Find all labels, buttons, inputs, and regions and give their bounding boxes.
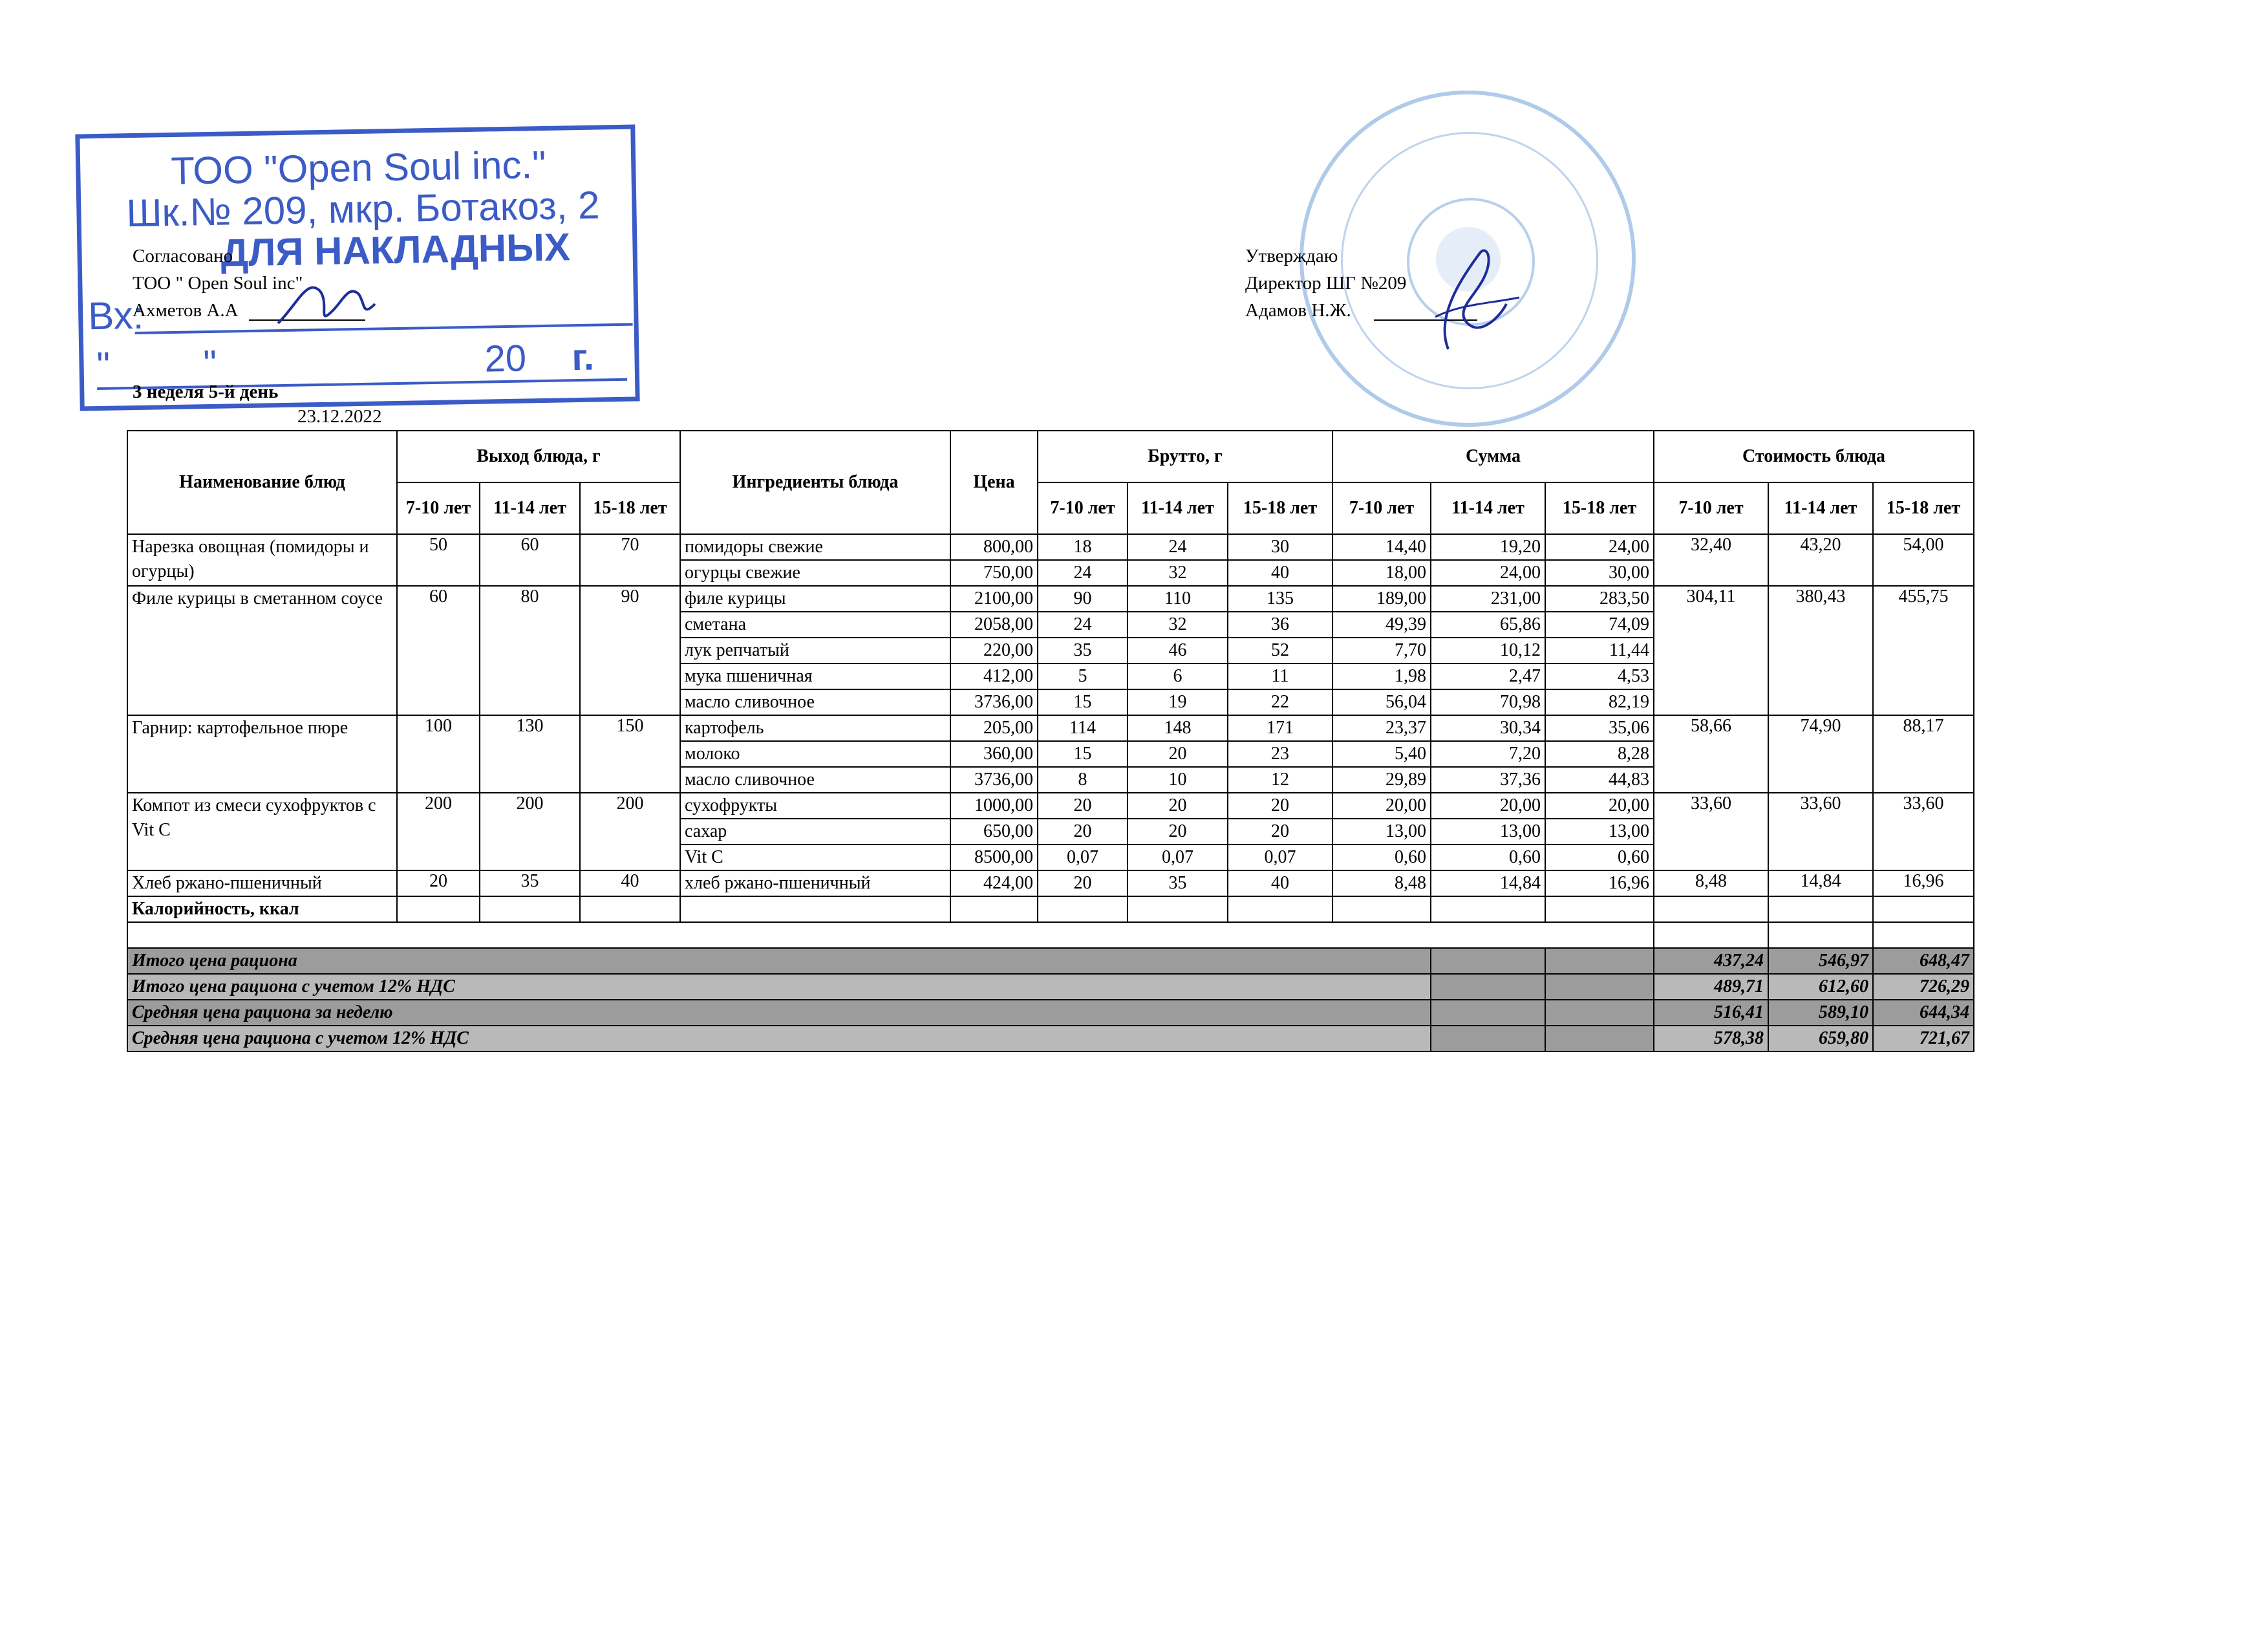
- sum-cell: 20,00: [1332, 793, 1431, 819]
- agreed-signature-icon: [272, 265, 381, 336]
- sum-cell: 74,09: [1545, 612, 1654, 638]
- total-label: Итого цена рациона: [127, 948, 1431, 974]
- yield-cell: 60: [397, 586, 480, 715]
- total-value: 546,97: [1768, 948, 1873, 974]
- header-age: 15-18 лет: [1545, 482, 1654, 534]
- sum-cell: 0,60: [1545, 845, 1654, 870]
- price-cell: 360,00: [950, 741, 1038, 767]
- yield-cell: 90: [580, 586, 680, 715]
- yield-cell: 150: [580, 715, 680, 793]
- header-age: 11-14 лет: [1431, 482, 1545, 534]
- stamp-line-incoming: Вх:: [87, 293, 144, 338]
- total-value: 612,60: [1768, 974, 1873, 1000]
- header-price: Цена: [950, 431, 1038, 534]
- spacer-cell: [127, 922, 1654, 948]
- total-value: 726,29: [1873, 974, 1974, 1000]
- cost-cell: 33,60: [1768, 793, 1873, 870]
- cost-cell: 58,66: [1654, 715, 1768, 793]
- price-cell: 750,00: [950, 560, 1038, 586]
- total-value: 644,34: [1873, 1000, 1974, 1026]
- yield-cell: 200: [480, 793, 580, 870]
- total-row: [127, 1026, 1974, 1051]
- price-cell: 8500,00: [950, 845, 1038, 870]
- ingredient-cell: масло сливочное: [680, 689, 950, 715]
- gross-cell: 5: [1038, 663, 1128, 689]
- gross-cell: 52: [1228, 638, 1332, 663]
- header-age: 7-10 лет: [1654, 482, 1768, 534]
- header-gross: Брутто, г: [1038, 431, 1332, 482]
- stamp-line-company: ТОО "Open Soul inc.": [170, 142, 546, 193]
- gross-cell: 46: [1128, 638, 1228, 663]
- sum-cell: 30,00: [1545, 560, 1654, 586]
- total-row: [127, 1000, 1974, 1026]
- price-cell: 424,00: [950, 870, 1038, 896]
- gross-cell: 24: [1038, 560, 1128, 586]
- sum-cell: 13,00: [1431, 819, 1545, 845]
- empty-cell: [480, 896, 580, 922]
- price-cell: 2100,00: [950, 586, 1038, 612]
- gross-cell: 135: [1228, 586, 1332, 612]
- sum-cell: 70,98: [1431, 689, 1545, 715]
- table-row: [127, 586, 1974, 612]
- cost-cell: 455,75: [1873, 586, 1974, 715]
- cost-cell: 380,43: [1768, 586, 1873, 715]
- sum-cell: 14,40: [1332, 534, 1431, 560]
- stamp-line-purpose: ДЛЯ НАКЛАДНЫХ: [220, 225, 571, 275]
- sum-cell: 8,28: [1545, 741, 1654, 767]
- sum-cell: 13,00: [1545, 819, 1654, 845]
- sum-cell: 0,60: [1332, 845, 1431, 870]
- yield-cell: 100: [397, 715, 480, 793]
- price-cell: 205,00: [950, 715, 1038, 741]
- table-row: [127, 870, 1974, 896]
- yield-cell: 20: [397, 870, 480, 896]
- table-row: [127, 793, 1974, 819]
- approver-signature-icon: [1409, 239, 1526, 356]
- cost-cell: 54,00: [1873, 534, 1974, 586]
- gross-cell: 20: [1038, 870, 1128, 896]
- gross-cell: 36: [1228, 612, 1332, 638]
- sum-cell: 56,04: [1332, 689, 1431, 715]
- total-blank: [1431, 974, 1545, 1000]
- gross-cell: 20: [1128, 819, 1228, 845]
- total-blank: [1545, 1000, 1654, 1026]
- sum-cell: 2,47: [1431, 663, 1545, 689]
- yield-cell: 60: [480, 534, 580, 586]
- gross-cell: 32: [1128, 560, 1228, 586]
- table-row: [127, 715, 1974, 741]
- gross-cell: 11: [1228, 663, 1332, 689]
- empty-cell: [1431, 896, 1545, 922]
- total-blank: [1545, 948, 1654, 974]
- gross-cell: 19: [1128, 689, 1228, 715]
- dish-name-cell: Компот из смеси сухофруктов с Vit C: [127, 793, 397, 870]
- gross-cell: 24: [1128, 534, 1228, 560]
- dish-name-cell: Гарнир: картофельное пюре: [127, 715, 397, 793]
- yield-cell: 50: [397, 534, 480, 586]
- menu-body: [127, 534, 1974, 1051]
- gross-cell: 35: [1128, 870, 1228, 896]
- gross-cell: 171: [1228, 715, 1332, 741]
- total-value: 648,47: [1873, 948, 1974, 974]
- empty-cell: [397, 896, 480, 922]
- ingredient-cell: картофель: [680, 715, 950, 741]
- ingredient-cell: мука пшеничная: [680, 663, 950, 689]
- stamp-line-address: Шк.№ 209, мкр. Ботакоз, 2: [125, 183, 600, 235]
- gross-cell: 10: [1128, 767, 1228, 793]
- sum-cell: 8,48: [1332, 870, 1431, 896]
- empty-cell: [1228, 896, 1332, 922]
- sum-cell: 29,89: [1332, 767, 1431, 793]
- sum-cell: 30,34: [1431, 715, 1545, 741]
- gross-cell: 40: [1228, 560, 1332, 586]
- header-age: 11-14 лет: [480, 482, 580, 534]
- sum-cell: 11,44: [1545, 638, 1654, 663]
- sum-cell: 44,83: [1545, 767, 1654, 793]
- gross-cell: 0,07: [1228, 845, 1332, 870]
- gross-cell: 20: [1038, 793, 1128, 819]
- spacer-row: [127, 922, 1974, 948]
- stamp-quote-open: ": [96, 344, 111, 387]
- gross-cell: 15: [1038, 741, 1128, 767]
- gross-cell: 24: [1038, 612, 1128, 638]
- header-age: 7-10 лет: [1332, 482, 1431, 534]
- yield-cell: 35: [480, 870, 580, 896]
- price-cell: 3736,00: [950, 767, 1038, 793]
- cost-cell: 304,11: [1654, 586, 1768, 715]
- gross-cell: 148: [1128, 715, 1228, 741]
- cost-cell: 88,17: [1873, 715, 1974, 793]
- total-row: [127, 974, 1974, 1000]
- gross-cell: 110: [1128, 586, 1228, 612]
- empty-cell: [1873, 896, 1974, 922]
- ingredient-cell: филе курицы: [680, 586, 950, 612]
- sum-cell: 0,60: [1431, 845, 1545, 870]
- ingredient-cell: молоко: [680, 741, 950, 767]
- empty-cell: [680, 896, 950, 922]
- gross-cell: 22: [1228, 689, 1332, 715]
- gross-cell: 114: [1038, 715, 1128, 741]
- cost-cell: 16,96: [1873, 870, 1974, 896]
- approve-label: Утверждаю: [1245, 246, 1338, 266]
- gross-cell: 8: [1038, 767, 1128, 793]
- sum-cell: 5,40: [1332, 741, 1431, 767]
- header-dish-name: Наименование блюд: [127, 431, 397, 534]
- empty-cell: [1768, 896, 1873, 922]
- empty-cell: [1038, 896, 1128, 922]
- total-value: 589,10: [1768, 1000, 1873, 1026]
- sum-cell: 24,00: [1431, 560, 1545, 586]
- sum-cell: 35,06: [1545, 715, 1654, 741]
- empty-cell: [950, 896, 1038, 922]
- menu-table: [127, 430, 1974, 1052]
- total-value: 721,67: [1873, 1026, 1974, 1051]
- total-value: 489,71: [1654, 974, 1768, 1000]
- sum-cell: 231,00: [1431, 586, 1545, 612]
- price-cell: 800,00: [950, 534, 1038, 560]
- sum-cell: 24,00: [1545, 534, 1654, 560]
- gross-cell: 32: [1128, 612, 1228, 638]
- ingredient-cell: сахар: [680, 819, 950, 845]
- gross-cell: 0,07: [1128, 845, 1228, 870]
- gross-cell: 20: [1228, 793, 1332, 819]
- sum-cell: 37,36: [1431, 767, 1545, 793]
- gross-cell: 35: [1038, 638, 1128, 663]
- header-yield: Выход блюда, г: [397, 431, 680, 482]
- sum-cell: 283,50: [1545, 586, 1654, 612]
- total-value: 437,24: [1654, 948, 1768, 974]
- table-row: [127, 534, 1974, 560]
- total-blank: [1431, 1000, 1545, 1026]
- header-sum: Сумма: [1332, 431, 1654, 482]
- total-row: [127, 948, 1974, 974]
- cost-cell: 33,60: [1873, 793, 1974, 870]
- gross-cell: 40: [1228, 870, 1332, 896]
- cost-cell: 8,48: [1654, 870, 1768, 896]
- total-label: Итого цена рациона с учетом 12% НДС: [127, 974, 1431, 1000]
- sum-cell: 13,00: [1332, 819, 1431, 845]
- empty-cell: [1545, 896, 1654, 922]
- ingredient-cell: лук репчатый: [680, 638, 950, 663]
- cost-cell: 74,90: [1768, 715, 1873, 793]
- gross-cell: 23: [1228, 741, 1332, 767]
- gross-cell: 18: [1038, 534, 1128, 560]
- total-label: Средняя цена рациона с учетом 12% НДС: [127, 1026, 1431, 1051]
- yield-cell: 200: [580, 793, 680, 870]
- header-cost: Стоимость блюда: [1654, 431, 1974, 482]
- cost-cell: 33,60: [1654, 793, 1768, 870]
- header-age: 7-10 лет: [397, 482, 480, 534]
- sum-cell: 20,00: [1431, 793, 1545, 819]
- agreed-label: Согласовано: [133, 246, 233, 266]
- total-label: Средняя цена рациона за неделю: [127, 1000, 1431, 1026]
- yield-cell: 80: [480, 586, 580, 715]
- ingredient-cell: сметана: [680, 612, 950, 638]
- ingredient-cell: сухофрукты: [680, 793, 950, 819]
- header-ingredients: Ингредиенты блюда: [680, 431, 950, 534]
- price-cell: 3736,00: [950, 689, 1038, 715]
- dish-name-cell: Филе курицы в сметанном соусе: [127, 586, 397, 715]
- gross-cell: 20: [1128, 741, 1228, 767]
- empty-cell: [580, 896, 680, 922]
- yield-cell: 70: [580, 534, 680, 586]
- header-age: 7-10 лет: [1038, 482, 1128, 534]
- sum-cell: 20,00: [1545, 793, 1654, 819]
- sum-cell: 18,00: [1332, 560, 1431, 586]
- approver-person: Адамов Н.Ж.: [1245, 300, 1351, 321]
- gross-cell: 90: [1038, 586, 1128, 612]
- spacer-cell: [1654, 922, 1768, 948]
- spacer-cell: [1768, 922, 1873, 948]
- price-cell: 650,00: [950, 819, 1038, 845]
- cost-cell: 14,84: [1768, 870, 1873, 896]
- stamp-year-prefix: 20: [484, 337, 527, 380]
- header-age: 15-18 лет: [580, 482, 680, 534]
- total-blank: [1431, 1026, 1545, 1051]
- cost-cell: 43,20: [1768, 534, 1873, 586]
- sum-cell: 82,19: [1545, 689, 1654, 715]
- stamp-quote-close: ": [202, 342, 217, 385]
- sum-cell: 65,86: [1431, 612, 1545, 638]
- total-value: 578,38: [1654, 1026, 1768, 1051]
- ingredient-cell: масло сливочное: [680, 767, 950, 793]
- gross-cell: 6: [1128, 663, 1228, 689]
- empty-cell: [1654, 896, 1768, 922]
- dish-name-cell: Нарезка овощная (помидоры и огурцы): [127, 534, 397, 586]
- sum-cell: 1,98: [1332, 663, 1431, 689]
- yield-cell: 200: [397, 793, 480, 870]
- total-blank: [1545, 974, 1654, 1000]
- dish-name-cell: Хлеб ржано-пшеничный: [127, 870, 397, 896]
- sum-cell: 49,39: [1332, 612, 1431, 638]
- calories-row: [127, 896, 1974, 922]
- gross-cell: 20: [1128, 793, 1228, 819]
- ingredient-cell: помидоры свежие: [680, 534, 950, 560]
- header-age: 15-18 лет: [1873, 482, 1974, 534]
- ingredient-cell: огурцы свежие: [680, 560, 950, 586]
- header-age: 11-14 лет: [1128, 482, 1228, 534]
- sum-cell: 7,20: [1431, 741, 1545, 767]
- sum-cell: 14,84: [1431, 870, 1545, 896]
- price-cell: 2058,00: [950, 612, 1038, 638]
- total-blank: [1545, 1026, 1654, 1051]
- sum-cell: 4,53: [1545, 663, 1654, 689]
- week-day-label: 3 неделя 5-й день: [133, 382, 279, 402]
- gross-cell: 0,07: [1038, 845, 1128, 870]
- total-blank: [1431, 948, 1545, 974]
- gross-cell: 12: [1228, 767, 1332, 793]
- sum-cell: 23,37: [1332, 715, 1431, 741]
- total-value: 659,80: [1768, 1026, 1873, 1051]
- sum-cell: 7,70: [1332, 638, 1431, 663]
- price-cell: 412,00: [950, 663, 1038, 689]
- price-cell: 1000,00: [950, 793, 1038, 819]
- header-age: 11-14 лет: [1768, 482, 1873, 534]
- gross-cell: 20: [1228, 819, 1332, 845]
- agreed-person: Ахметов А.А: [133, 300, 239, 321]
- gross-cell: 15: [1038, 689, 1128, 715]
- sum-cell: 19,20: [1431, 534, 1545, 560]
- menu-date: 23.12.2022: [297, 406, 382, 427]
- header-age: 15-18 лет: [1228, 482, 1332, 534]
- gross-cell: 30: [1228, 534, 1332, 560]
- price-cell: 220,00: [950, 638, 1038, 663]
- sum-cell: 189,00: [1332, 586, 1431, 612]
- empty-cell: [1332, 896, 1431, 922]
- agreed-org: ТОО " Open Soul inc": [133, 273, 303, 294]
- sum-cell: 10,12: [1431, 638, 1545, 663]
- stamp-year-suffix: г.: [571, 336, 595, 379]
- yield-cell: 130: [480, 715, 580, 793]
- ingredient-cell: хлеб ржано-пшеничный: [680, 870, 950, 896]
- sum-cell: 16,96: [1545, 870, 1654, 896]
- empty-cell: [1128, 896, 1228, 922]
- stamp-underline: [135, 323, 633, 334]
- gross-cell: 20: [1038, 819, 1128, 845]
- yield-cell: 40: [580, 870, 680, 896]
- approver-position: Директор ШГ №209: [1245, 273, 1407, 294]
- cost-cell: 32,40: [1654, 534, 1768, 586]
- total-value: 516,41: [1654, 1000, 1768, 1026]
- spacer-cell: [1873, 922, 1974, 948]
- ingredient-cell: Vit C: [680, 845, 950, 870]
- calories-label: Калорийность, ккал: [127, 896, 397, 922]
